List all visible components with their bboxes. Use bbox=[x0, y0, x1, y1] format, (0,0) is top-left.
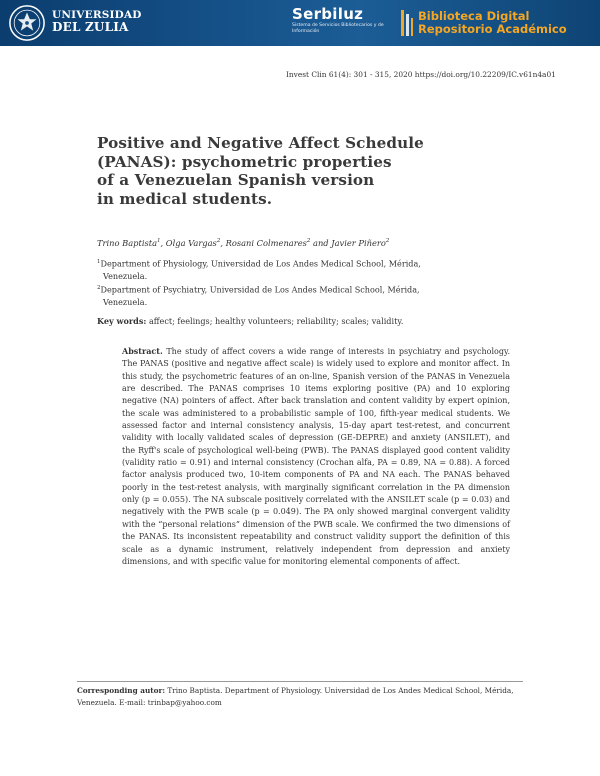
keywords-text: affect; feelings; healthy volunteers; reliability; scales; validity. bbox=[148, 316, 404, 326]
author-name: Trino Baptista bbox=[97, 238, 158, 248]
corresponding-label: Corresponding autor: bbox=[77, 686, 166, 695]
serbiluz-logo bbox=[292, 6, 400, 34]
university-name-line2: DEL ZULIA bbox=[52, 20, 129, 34]
library-title-line1: Biblioteca Digital bbox=[418, 9, 530, 23]
repository-banner bbox=[0, 0, 600, 46]
affiliation-marker: 1 bbox=[97, 259, 101, 265]
title-line: in medical students. bbox=[97, 189, 273, 208]
university-name bbox=[52, 9, 142, 33]
abstract-text: The study of affect covers a wide range of interests in psychiatry and psychology. The PANAS (positive and negative affect scale) is widely used to explore and monitor affect. In this study, the psychometric features of an on-line, Spanish version of the PANAS in Venezuela are described. The PANAS comprises 10 items exploring positive (PA) and 10 exploring negative (NA) pointers of affect. After back translation and content validity by expert opinion, the scale was administered to a probabilistic sample of 100, fifth-year medical students. We assessed factor and internal consistency analysis, 15-day apart test-retest, and concurrent validity with locally validated scales of depression (GE-DEPRE) and anxiety (ANSILET), and the Ryff's scale of psychological well-being (PWB). The PANAS displayed good content validity (validity ratio = 0.91) and internal consistency (Crochan alfa, PA = 0.89, NA = 0.88). A forced factor analysis produced two, 10-item components of PA and NA each. The PANAS behaved poorly in the test-retest analysis, with marginally significant correlation in the PA dimension only (p = 0.055). The NA subscale positively correlated with the ANSILET scale (p = 0.03) and negatively with the PWB scale (p = 0.049). The PA only showed marginal convergent validity with the “personal relations” dimension of the PWB scale. We confirmed the two dimensions of the PANAS. Its inconsistent repeatability and construct validity support the definition of this scale as a dynamic instrument, relatively independent from depression and anxiety dimensions, and with specific value for monitoring elemental components of affect. bbox=[122, 347, 510, 566]
university-name-line1: UNIVERSIDAD bbox=[52, 9, 142, 21]
abstract bbox=[122, 345, 510, 568]
library-mark-icon bbox=[400, 8, 414, 38]
serbiluz-subtitle: Sistema de Servicios Bibliotecarios y de Información bbox=[292, 23, 384, 34]
author-name: Javier Piñero bbox=[331, 238, 386, 248]
title-line: of a Venezuelan Spanish version bbox=[97, 171, 375, 189]
author-separator: and bbox=[310, 238, 332, 248]
affiliation-text: Department of Psychiatry, Universidad de Los Andes Medical School, Mérida, bbox=[100, 284, 420, 295]
author-name: Rosani Colmenares bbox=[225, 238, 307, 248]
affiliation-text-cont: Venezuela. bbox=[103, 296, 148, 307]
author-separator: , bbox=[220, 238, 226, 248]
author-affiliation-marker: 2 bbox=[216, 238, 221, 245]
author-affiliation-marker: 2 bbox=[306, 238, 311, 245]
author-affiliation-marker: 1 bbox=[157, 238, 161, 245]
affiliation-2 bbox=[97, 282, 467, 308]
serbiluz-name: Serbiluz bbox=[292, 5, 364, 23]
author-list bbox=[97, 238, 389, 248]
keywords-label: Key words: bbox=[97, 316, 147, 326]
affiliation-1 bbox=[97, 256, 467, 282]
citation-line: Invest Clin 61(4): 301 - 315, 2020 https://doi.org/10.22209/IC.v61n4a01 bbox=[286, 70, 556, 79]
author-name: Olga Vargas bbox=[165, 238, 217, 248]
corresponding-author bbox=[77, 685, 529, 710]
affiliation-marker: 2 bbox=[97, 285, 101, 291]
abstract-label: Abstract. bbox=[122, 346, 163, 356]
title-line: Positive and Negative Affect Schedule bbox=[97, 134, 424, 152]
affiliation-text-cont: Venezuela. bbox=[103, 270, 148, 281]
author-separator: , bbox=[160, 238, 166, 248]
university-seal-icon bbox=[8, 4, 46, 42]
library-title bbox=[418, 10, 567, 36]
keywords bbox=[97, 316, 403, 326]
title-line: (PANAS): psychometric properties bbox=[97, 152, 392, 171]
article-title bbox=[97, 134, 477, 208]
affiliation-text: Department of Physiology, Universidad de Los Andes Medical School, Mérida, bbox=[100, 258, 421, 269]
footnote-divider bbox=[77, 681, 523, 682]
library-title-line2: Repositorio Académico bbox=[418, 22, 567, 36]
corresponding-text: Trino Baptista. Department of Physiology. Universidad de Los Andes Medical School, Mérida, Venezuela. E-mail: trinbap@yahoo.com bbox=[77, 686, 514, 708]
author-affiliation-marker: 2 bbox=[385, 238, 390, 245]
